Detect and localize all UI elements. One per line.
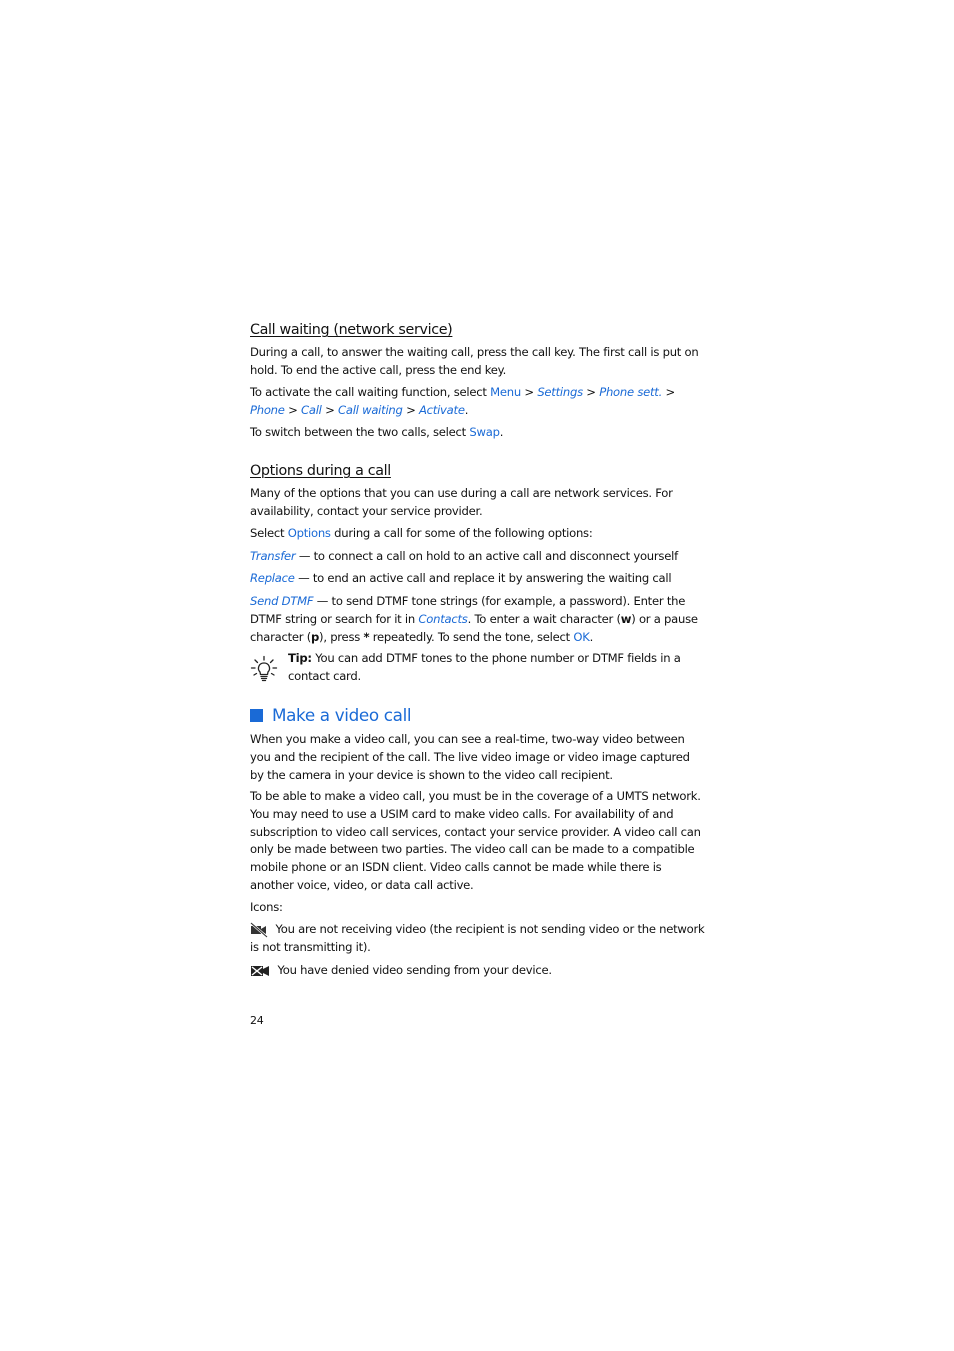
icon-description-video-denied: You have denied video sending from your device. (250, 962, 706, 980)
options-paragraph-1: Many of the options that you can use during a call are network services. For availability, contact your service provider. (250, 486, 673, 518)
tip-label: Tip: (288, 651, 312, 665)
option-item-replace (250, 570, 706, 588)
video-sending-denied-icon (250, 964, 270, 978)
menu-key: Menu (490, 385, 521, 399)
activate-option: Activate (418, 402, 465, 417)
activate-intro: To activate the call waiting function, select (250, 385, 487, 399)
section-heading-video-call (250, 704, 411, 726)
phone-option: Phone (250, 402, 285, 417)
call-option: Call (301, 402, 322, 417)
option-term: Transfer (250, 549, 296, 563)
options-key: Options (287, 526, 331, 540)
option-term: Replace (250, 571, 295, 585)
call-waiting-option: Call waiting (338, 402, 403, 417)
option-item-transfer (250, 548, 706, 566)
icons-label: Icons: (250, 900, 283, 914)
lightbulb-icon (250, 655, 278, 683)
phone-sett-option: Phone sett. (599, 385, 663, 399)
tip-text: Tip: You can add DTMF tones to the phone number or DTMF fields in a contact card. (288, 651, 681, 683)
contacts-option: Contacts (418, 611, 468, 626)
option-term: Send DTMF (250, 594, 314, 608)
option-desc: — to connect a call on hold to an active call and disconnect yourself (298, 549, 678, 563)
option-item-send-dtmf: Send DTMF — to send DTMF tone strings (for example, a password). Enter the DTMF string or search for it in Contacts. To enter a wait character (w) or a pause character (p), press * repeatedly. To send the tone, select OK. (250, 594, 698, 644)
heading-square-marker (250, 709, 263, 722)
no-video-received-icon (250, 922, 268, 938)
icon-description-no-video: You are not receiving video (the recipient is not sending video or the network is not transmitting it). (250, 922, 705, 954)
section-heading-options: Options during a call (250, 463, 391, 479)
ok-key: OK (573, 629, 590, 644)
video-call-paragraph-1: When you make a video call, you can see a real-time, two-way video between you and the recipient of the call. The live video image or video image captured by the camera in your device is shown to the video call recipient. (250, 732, 690, 782)
settings-option: Settings (537, 385, 583, 399)
call-waiting-paragraph-1: During a call, to answer the waiting call, press the call key. The first call is put on hold. To end the active call, press the end key. (250, 345, 699, 377)
option-desc: — to end an active call and replace it by answering the waiting call (298, 571, 672, 585)
options-paragraph-2: Select Options during a call for some of the following options: (250, 526, 593, 540)
call-waiting-paragraph-3: To switch between the two calls, select Swap. (250, 425, 504, 439)
section-heading-call-waiting: Call waiting (network service) (250, 322, 453, 338)
page-number: 24 (250, 1014, 264, 1027)
swap-key: Swap (469, 425, 500, 439)
video-call-heading-text: Make a video call (272, 705, 412, 725)
video-call-paragraph-2: To be able to make a video call, you must be in the coverage of a UMTS network. You may need to use a USIM card to make video calls. For availability of and subscription to video call services, contact your service provider. A video call can only be made between two parties. The video call can be made to a compatible mobile phone or an ISDN client. Video calls cannot be made while there is another voice, video, or data call active. (250, 789, 701, 892)
call-waiting-paragraph-2: To activate the call waiting function, select Menu > Settings > Phone sett. > Phone > Call > Call waiting > Activate. (250, 385, 675, 417)
